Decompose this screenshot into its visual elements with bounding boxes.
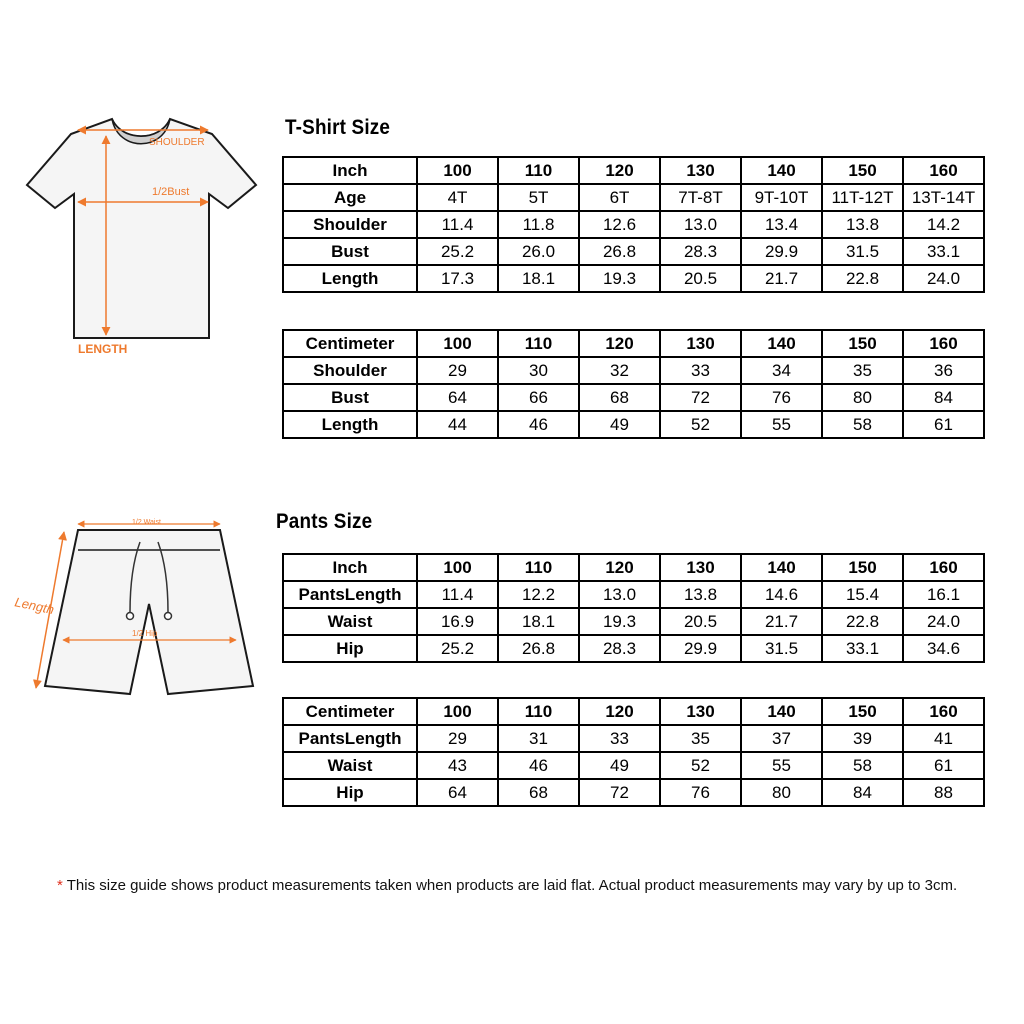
row-label-cell: Length	[283, 265, 417, 292]
header-cell: 150	[822, 698, 903, 725]
table-cell: 13.8	[660, 581, 741, 608]
table-cell: 80	[741, 779, 822, 806]
table-cell: 41	[903, 725, 984, 752]
row-label-cell: Hip	[283, 635, 417, 662]
header-cell: 110	[498, 698, 579, 725]
table-cell: 4T	[417, 184, 498, 211]
table-cell: 13.4	[741, 211, 822, 238]
table-cell: 68	[498, 779, 579, 806]
header-cell: Inch	[283, 554, 417, 581]
table-cell: 39	[822, 725, 903, 752]
table-cell: 64	[417, 384, 498, 411]
shoulder-label: SHOULDER	[149, 137, 205, 148]
table-header-row	[283, 157, 984, 184]
table-cell: 52	[660, 411, 741, 438]
table-cell: 34.6	[903, 635, 984, 662]
pants-length-label: Length	[13, 594, 56, 618]
row-label-cell: Shoulder	[283, 357, 417, 384]
table-cell: 46	[498, 411, 579, 438]
table-row	[283, 725, 984, 752]
header-cell: 150	[822, 157, 903, 184]
table-header-row	[283, 698, 984, 725]
table-cell: 19.3	[579, 608, 660, 635]
header-cell: 100	[417, 698, 498, 725]
row-label-cell: Hip	[283, 779, 417, 806]
table-cell: 16.9	[417, 608, 498, 635]
table-cell: 11.4	[417, 211, 498, 238]
table-cell: 84	[822, 779, 903, 806]
table-cell: 84	[903, 384, 984, 411]
table-row	[283, 635, 984, 662]
footnote-text: This size guide shows product measurements taken when products are laid flat. Actual product measurements may vary by up to 3cm.	[62, 877, 958, 894]
table-cell: 46	[498, 752, 579, 779]
header-cell: 110	[498, 554, 579, 581]
table-cell: 29	[417, 357, 498, 384]
header-cell: 100	[417, 554, 498, 581]
table-cell: 21.7	[741, 265, 822, 292]
length-label: LENGTH	[78, 342, 128, 356]
tshirt-size-title: T-Shirt Size	[285, 116, 391, 139]
table-row	[283, 357, 984, 384]
table-cell: 20.5	[660, 265, 741, 292]
table-cell: 66	[498, 384, 579, 411]
table-cell: 15.4	[822, 581, 903, 608]
header-cell: 140	[741, 157, 822, 184]
header-cell: Centimeter	[283, 330, 417, 357]
row-label-cell: Length	[283, 411, 417, 438]
table-cell: 6T	[579, 184, 660, 211]
table-cell: 35	[822, 357, 903, 384]
header-cell: 130	[660, 157, 741, 184]
row-label-cell: Waist	[283, 752, 417, 779]
table-cell: 13T-14T	[903, 184, 984, 211]
header-cell: Centimeter	[283, 698, 417, 725]
table-cell: 22.8	[822, 265, 903, 292]
row-label-cell: PantsLength	[283, 581, 417, 608]
header-cell: Inch	[283, 157, 417, 184]
table-row	[283, 752, 984, 779]
table-row	[283, 384, 984, 411]
table-cell: 43	[417, 752, 498, 779]
header-cell: 130	[660, 698, 741, 725]
header-cell: 160	[903, 157, 984, 184]
tshirt-diagram	[18, 110, 263, 360]
table-header-row	[283, 554, 984, 581]
table-cell: 29.9	[741, 238, 822, 265]
table-cell: 31.5	[822, 238, 903, 265]
table-row	[283, 184, 984, 211]
header-cell: 110	[498, 157, 579, 184]
tshirt-cm-table	[282, 329, 985, 439]
table-cell: 68	[579, 384, 660, 411]
table-row	[283, 238, 984, 265]
footnote-marker: *	[57, 877, 63, 894]
table-cell: 31	[498, 725, 579, 752]
table-cell: 55	[741, 411, 822, 438]
table-cell: 72	[660, 384, 741, 411]
table-cell: 44	[417, 411, 498, 438]
table-cell: 29	[417, 725, 498, 752]
header-cell: 160	[903, 554, 984, 581]
header-cell: 110	[498, 330, 579, 357]
table-cell: 17.3	[417, 265, 498, 292]
header-cell: 160	[903, 698, 984, 725]
pants-outline	[45, 530, 253, 694]
tshirt-outline	[27, 119, 256, 338]
table-cell: 28.3	[579, 635, 660, 662]
table-cell: 26.0	[498, 238, 579, 265]
table-cell: 13.0	[579, 581, 660, 608]
bust-label: 1/2Bust	[152, 186, 190, 198]
header-cell: 140	[741, 698, 822, 725]
table-cell: 76	[660, 779, 741, 806]
header-cell: 140	[741, 330, 822, 357]
row-label-cell: PantsLength	[283, 725, 417, 752]
table-cell: 35	[660, 725, 741, 752]
table-cell: 24.0	[903, 608, 984, 635]
row-label-cell: Waist	[283, 608, 417, 635]
table-cell: 36	[903, 357, 984, 384]
table-row	[283, 211, 984, 238]
header-cell: 150	[822, 554, 903, 581]
table-cell: 32	[579, 357, 660, 384]
pants-cm-table	[282, 697, 985, 807]
table-cell: 18.1	[498, 608, 579, 635]
row-label-cell: Age	[283, 184, 417, 211]
table-row	[283, 608, 984, 635]
tshirt-inch-table	[282, 156, 985, 293]
table-cell: 29.9	[660, 635, 741, 662]
table-cell: 30	[498, 357, 579, 384]
table-cell: 88	[903, 779, 984, 806]
table-row	[283, 581, 984, 608]
row-label-cell: Bust	[283, 384, 417, 411]
table-cell: 21.7	[741, 608, 822, 635]
table-cell: 22.8	[822, 608, 903, 635]
table-header-row	[283, 330, 984, 357]
table-cell: 33.1	[822, 635, 903, 662]
table-cell: 76	[741, 384, 822, 411]
table-cell: 72	[579, 779, 660, 806]
table-cell: 11T-12T	[822, 184, 903, 211]
table-cell: 31.5	[741, 635, 822, 662]
table-cell: 52	[660, 752, 741, 779]
table-cell: 55	[741, 752, 822, 779]
table-cell: 11.4	[417, 581, 498, 608]
table-cell: 49	[579, 752, 660, 779]
pants-inch-table	[282, 553, 985, 663]
table-cell: 61	[903, 752, 984, 779]
header-cell: 100	[417, 330, 498, 357]
header-cell: 160	[903, 330, 984, 357]
table-cell: 13.0	[660, 211, 741, 238]
table-cell: 33.1	[903, 238, 984, 265]
table-row	[283, 779, 984, 806]
pants-diagram	[8, 512, 263, 707]
table-cell: 14.2	[903, 211, 984, 238]
table-cell: 12.2	[498, 581, 579, 608]
header-cell: 100	[417, 157, 498, 184]
table-cell: 58	[822, 411, 903, 438]
header-cell: 140	[741, 554, 822, 581]
row-label-cell: Shoulder	[283, 211, 417, 238]
header-cell: 150	[822, 330, 903, 357]
table-cell: 25.2	[417, 238, 498, 265]
header-cell: 130	[660, 330, 741, 357]
header-cell: 120	[579, 330, 660, 357]
table-cell: 28.3	[660, 238, 741, 265]
table-cell: 25.2	[417, 635, 498, 662]
table-row	[283, 411, 984, 438]
table-cell: 16.1	[903, 581, 984, 608]
waist-label: 1/2 Waist	[132, 519, 161, 526]
table-cell: 37	[741, 725, 822, 752]
table-cell: 58	[822, 752, 903, 779]
table-cell: 14.6	[741, 581, 822, 608]
header-cell: 130	[660, 554, 741, 581]
table-cell: 20.5	[660, 608, 741, 635]
table-cell: 12.6	[579, 211, 660, 238]
header-cell: 120	[579, 157, 660, 184]
header-cell: 120	[579, 698, 660, 725]
table-cell: 18.1	[498, 265, 579, 292]
size-guide-footnote	[57, 875, 987, 896]
table-cell: 64	[417, 779, 498, 806]
table-cell: 26.8	[579, 238, 660, 265]
table-cell: 5T	[498, 184, 579, 211]
hip-label: 1/2 Hip	[132, 629, 158, 638]
table-cell: 26.8	[498, 635, 579, 662]
header-cell: 120	[579, 554, 660, 581]
table-cell: 33	[579, 725, 660, 752]
table-cell: 33	[660, 357, 741, 384]
pants-size-title: Pants Size	[276, 510, 373, 533]
table-cell: 11.8	[498, 211, 579, 238]
table-cell: 19.3	[579, 265, 660, 292]
table-cell: 80	[822, 384, 903, 411]
table-cell: 49	[579, 411, 660, 438]
table-cell: 34	[741, 357, 822, 384]
table-cell: 61	[903, 411, 984, 438]
table-cell: 24.0	[903, 265, 984, 292]
table-row	[283, 265, 984, 292]
table-cell: 13.8	[822, 211, 903, 238]
table-cell: 7T-8T	[660, 184, 741, 211]
row-label-cell: Bust	[283, 238, 417, 265]
table-cell: 9T-10T	[741, 184, 822, 211]
